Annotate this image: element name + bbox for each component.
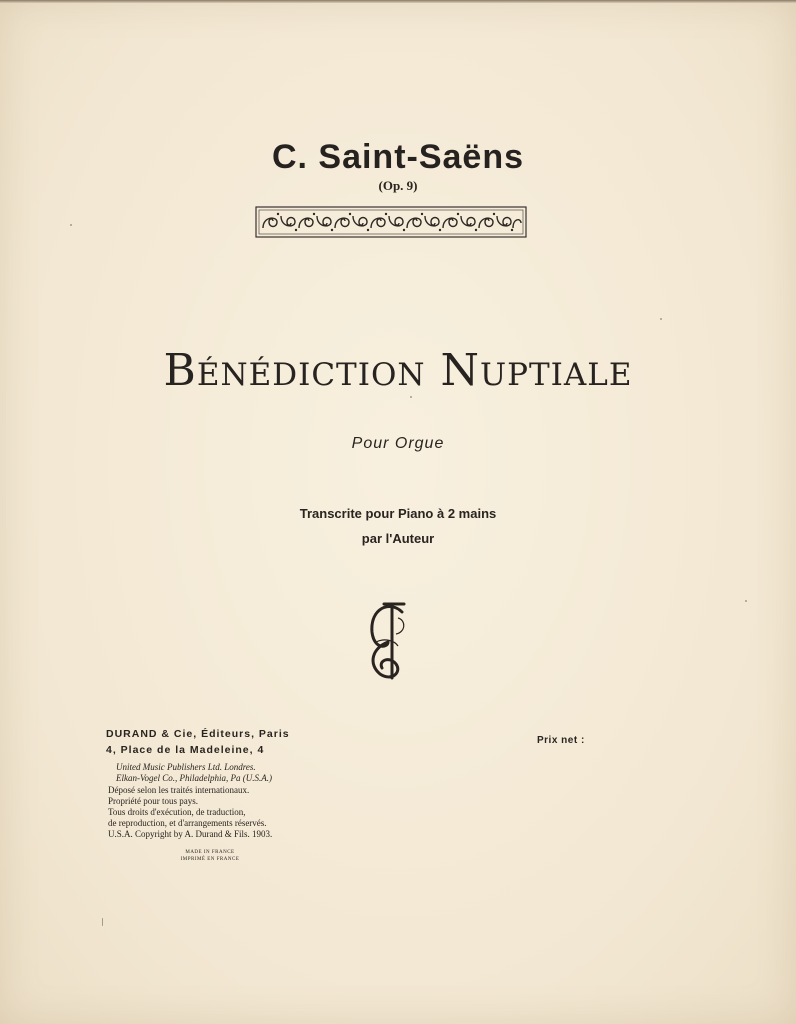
page-top-edge (0, 0, 796, 3)
publisher-block (106, 726, 316, 758)
work-title: Bénédiction Nuptiale (163, 345, 633, 396)
rights-line: Propriété pour tous pays. (108, 796, 198, 806)
rights-line: Déposé selon les traités internationaux. (108, 785, 250, 795)
transcription-note (0, 501, 796, 551)
agent-london: United Music Publishers Ltd. Londres. (116, 762, 256, 772)
composer-name: C. Saint-Saëns (271, 138, 525, 176)
agent-philadelphia: Elkan-Vogel Co., Philadelphia, Pa (U.S.A.) (116, 773, 272, 783)
transcription-author-line: par l'Auteur (361, 531, 435, 546)
paper-speck (745, 600, 747, 602)
instrument-subtitle: Pour Orgue (351, 435, 445, 452)
paper-speck (410, 396, 412, 398)
opus-number: (Op. 9) (378, 178, 418, 193)
scroll-ornament-icon (255, 206, 527, 238)
rights-line: de reproduction, et d'arrangements réservés. (108, 818, 267, 828)
paper-speck (102, 918, 103, 926)
rights-line: Tous droits d'exécution, de traduction, (108, 807, 246, 817)
agents-block (116, 762, 326, 784)
publisher-monogram-icon (362, 598, 412, 686)
publisher-name: DURAND & Cie, Éditeurs, Paris (106, 728, 290, 740)
paper-speck (70, 224, 72, 226)
rights-notice (108, 785, 338, 840)
transcription-line: Transcrite pour Piano à 2 mains (299, 506, 497, 521)
imprime-line: IMPRIMÉ EN FRANCE (180, 857, 240, 862)
copyright-line: U.S.A. Copyright by A. Durand & Fils. 1903. (108, 829, 273, 839)
made-in-france-stamp (150, 849, 270, 863)
price-label: Prix net : (537, 735, 585, 746)
made-in-line: MADE IN FRANCE (185, 850, 235, 855)
paper-speck (660, 318, 662, 320)
publisher-address: 4, Place de la Madeleine, 4 (106, 744, 265, 756)
